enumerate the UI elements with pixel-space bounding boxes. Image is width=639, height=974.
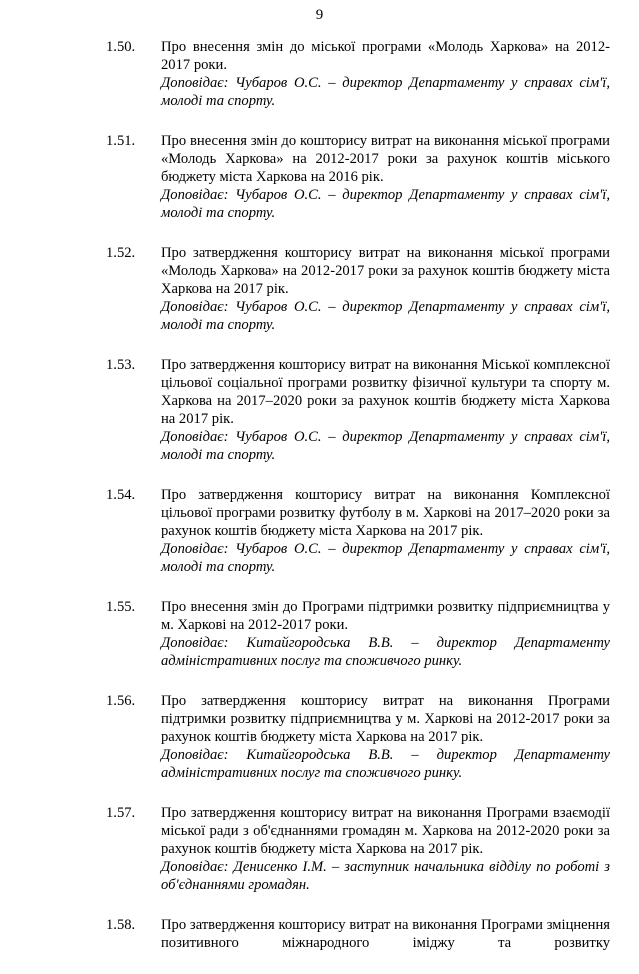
item-number: 1.56. — [106, 693, 136, 709]
item-title: Про внесення змін до міської програми «Молодь Харкова» на 2012-2017 роки. — [161, 39, 610, 73]
item-number: 1.58. — [106, 917, 136, 933]
item-title: Про затвердження кошторису витрат на виконання Програми взаємодії міської ради з об'єднаннями громадян м. Харкова на 2012-2020 роки за рахунок коштів бюджету міста Харкова на 2017 рік. — [161, 805, 610, 857]
item-speaker: Доповідає: Чубаров О.С. – директор Департаменту у справах сім'ї, молоді та спорту. — [161, 429, 610, 463]
item-number: 1.52. — [106, 245, 136, 261]
agenda-item — [0, 356, 639, 464]
item-number: 1.51. — [106, 133, 136, 149]
item-title: Про внесення змін до Програми підтримки розвитку підприємництва у м. Харкові на 2012-2017 роки. — [161, 599, 610, 633]
item-title: Про внесення змін до кошторису витрат на виконання міської програми «Молодь Харкова» на 2012-2017 роки за рахунок коштів міського бюджету міста Харкова на 2016 рік. — [161, 133, 610, 185]
item-number: 1.53. — [106, 357, 136, 373]
item-speaker: Доповідає: Чубаров О.С. – директор Департаменту у справах сім'ї, молоді та спорту. — [161, 299, 610, 333]
item-title: Про затвердження кошторису витрат на виконання Комплексної цільової програми розвитку футболу в м. Харкові на 2017–2020 роки за рахунок коштів бюджету міста Харкова на 2017 рік. — [161, 487, 610, 539]
item-title: Про затвердження кошторису витрат на виконання Міської комплексної цільової соціальної програми розвитку фізичної культури та спорту м. Харкова на 2017–2020 роки за рахунок коштів бюджету міста Харкова на 2017 рік. — [161, 357, 610, 427]
agenda-item — [0, 38, 639, 110]
agenda-item — [0, 804, 639, 894]
item-number: 1.54. — [106, 487, 136, 503]
item-speaker: Доповідає: Китайгородська В.В. – директор Департаменту адміністративних послуг та споживчого ринку. — [161, 635, 610, 669]
item-number: 1.50. — [106, 39, 136, 55]
agenda-item — [0, 486, 639, 576]
item-speaker: Доповідає: Китайгородська В.В. – директор Департаменту адміністративних послуг та споживчого ринку. — [161, 747, 610, 781]
agenda-item — [0, 916, 639, 952]
page-number: 9 — [315, 7, 324, 23]
agenda-item — [0, 598, 639, 670]
item-speaker: Доповідає: Чубаров О.С. – директор Департаменту у справах сім'ї, молоді та спорту. — [161, 75, 610, 109]
item-title: Про затвердження кошторису витрат на виконання міської програми «Молодь Харкова» на 2012-2017 роки за рахунок коштів бюджету міста Харкова на 2017 рік. — [161, 245, 610, 297]
item-title: Про затвердження кошторису витрат на виконання Програми підтримки розвитку підприємництва у м. Харкові на 2012-2017 роки за рахунок коштів бюджету міста Харкова на 2017 рік. — [161, 693, 610, 745]
agenda-item — [0, 692, 639, 782]
item-number: 1.55. — [106, 599, 136, 615]
agenda-item — [0, 244, 639, 334]
item-speaker: Доповідає: Денисенко І.М. – заступник начальника відділу по роботі з об'єднаннями громадян. — [161, 859, 610, 893]
agenda-list — [0, 38, 639, 974]
item-speaker: Доповідає: Чубаров О.С. – директор Департаменту у справах сім'ї, молоді та спорту. — [161, 541, 610, 575]
item-number: 1.57. — [106, 805, 136, 821]
item-title: Про затвердження кошторису витрат на виконання Програми зміцнення позитивного міжнародного іміджу та розвитку — [161, 917, 610, 951]
item-speaker: Доповідає: Чубаров О.С. – директор Департаменту у справах сім'ї, молоді та спорту. — [161, 187, 610, 221]
agenda-item — [0, 132, 639, 222]
